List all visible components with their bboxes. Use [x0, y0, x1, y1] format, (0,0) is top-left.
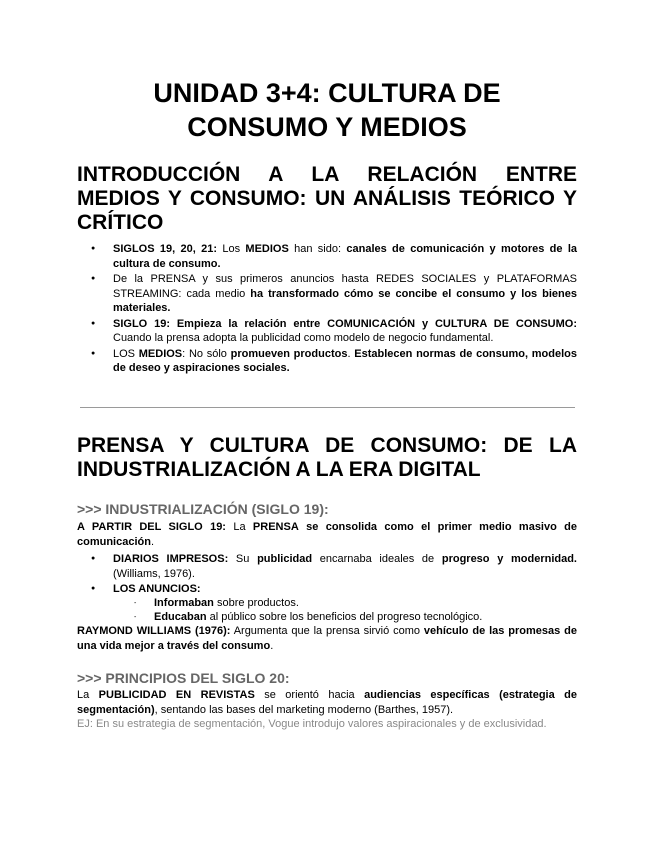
section-heading-prensa: [77, 434, 577, 482]
anuncios-sublist: [113, 597, 577, 624]
title-line-2: CONSUMO Y MEDIOS: [187, 112, 467, 142]
heading-line-3: CRÍTICO: [77, 211, 164, 234]
paragraph-publicidad-revistas: La PUBLICIDAD EN REVISTAS se orientó hacia audiencias específicas (estrategia de segmentación), sentando las bases del marketing moderno (Barthes, 1957).: [77, 689, 577, 716]
document-title: [77, 76, 577, 144]
list-item: ● LOS MEDIOS: No sólo promueven productos. Establecen normas de consumo, modelos de deseo y aspiraciones sociales.: [77, 347, 577, 376]
subheading-industrializacion: >>> INDUSTRIALIZACIÓN (SIGLO 19):: [77, 501, 329, 517]
list-item: ● SIGLO 19: Empieza la relación entre COMUNICACIÓN y CULTURA DE CONSUMO: Cuando la prensa adopta la publicidad como modelo de negocio fundamental.: [77, 317, 577, 346]
subheading-siglo-20: >>> PRINCIPIOS DEL SIGLO 20:: [77, 670, 290, 686]
heading-line-2: MEDIOS Y CONSUMO: UN ANÁLISIS TEÓRICO Y: [77, 187, 577, 210]
intro-bullet-list: [77, 242, 577, 377]
list-item: - Informaban sobre productos.: [77, 597, 577, 610]
heading-line-1: PRENSA Y CULTURA DE CONSUMO: DE LA: [77, 434, 577, 457]
horizontal-divider: [80, 407, 575, 408]
list-item: - Educaban al público sobre los beneficios del progreso tecnológico.: [77, 611, 577, 624]
paragraph-example-vogue: EJ: En su estrategia de segmentación, Vogue introdujo valores aspiracionales y de exclusividad.: [77, 718, 547, 730]
list-item: ● De la PRENSA y sus primeros anuncios hasta REDES SOCIALES y PLATAFORMAS STREAMING: cada medio ha transformado cómo se concibe el consumo y los bienes materiales.: [77, 272, 577, 316]
list-item: ● LOS ANUNCIOS: - Informaban sobre productos. - Educaban al público sobre los beneficios del progreso tecnológico.: [77, 582, 577, 624]
title-line-1: UNIDAD 3+4: CULTURA DE: [153, 78, 501, 108]
paragraph-siglo-19: A PARTIR DEL SIGLO 19: La PRENSA se consolida como el primer medio masivo de comunicación.: [77, 521, 578, 548]
list-item: ● DIARIOS IMPRESOS: Su publicidad encarnaba ideales de progreso y modernidad. (Williams, 1976).: [77, 552, 577, 581]
industrializacion-bullet-list: [77, 552, 577, 625]
list-item: ● SIGLOS 19, 20, 21: Los MEDIOS han sido: canales de comunicación y motores de la cultura de consumo.: [77, 242, 577, 271]
heading-line-2: INDUSTRIALIZACIÓN A LA ERA DIGITAL: [77, 458, 481, 481]
section-heading-intro: [77, 163, 577, 235]
paragraph-raymond-williams: RAYMOND WILLIAMS (1976): Argumenta que la prensa sirvió como vehículo de las promesas de una vida mejor a través del consumo.: [77, 625, 577, 652]
heading-line-1: INTRODUCCIÓN A LA RELACIÓN ENTRE: [77, 163, 577, 186]
